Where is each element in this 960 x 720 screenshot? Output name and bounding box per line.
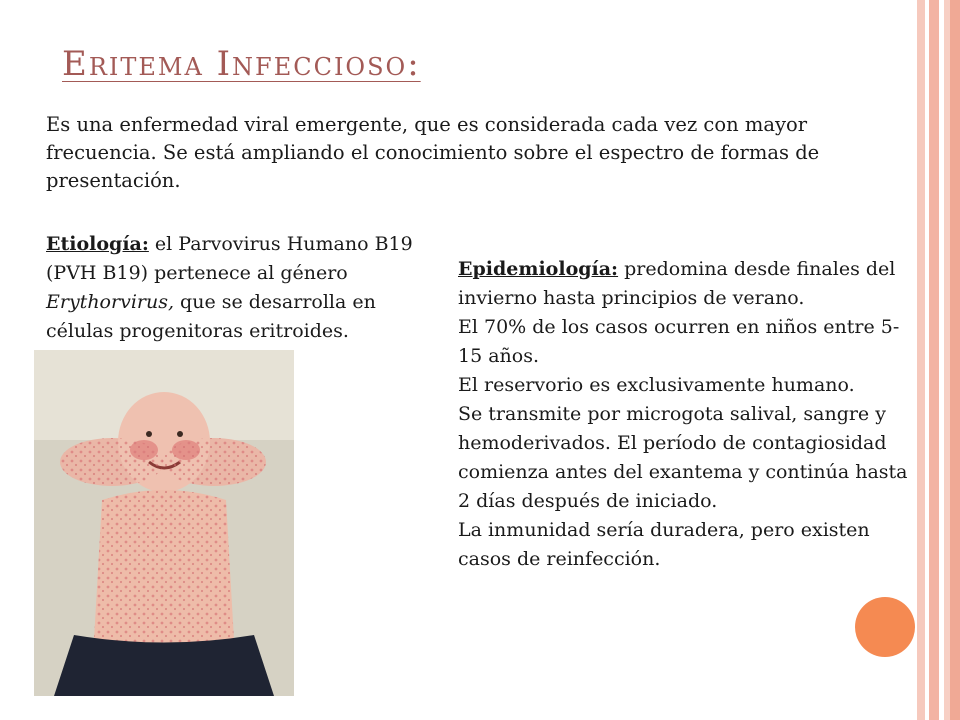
child-illustration <box>34 350 294 696</box>
epidemiology-paragraph: El 70% de los casos ocurren en niños entre 5-15 años. <box>458 316 900 367</box>
intro-paragraph: Es una enfermedad viral emergente, que es considerada cada vez con mayor frecuencia. Se está ampliando el conocimiento sobre el espectro de formas de presentación. <box>46 113 820 192</box>
epidemiology-text: predomina desde finales del invierno hasta principios de verano. <box>458 258 896 309</box>
child-rash-photo <box>34 350 294 696</box>
epidemiology-block <box>458 255 908 574</box>
decorative-stripe <box>929 0 939 720</box>
etiology-paragraph <box>46 230 446 346</box>
etiology-genus: Erythorvirus, <box>46 291 174 313</box>
etiology-label: Etiología: <box>46 233 149 255</box>
epidemiology-paragraph: La inmunidad sería duradera, pero existen casos de reinfección. <box>458 519 870 570</box>
decorative-stripe <box>950 0 960 720</box>
etiology-text: el Parvovirus Humano B19 (PVH B19) pertenece al género <box>46 233 413 284</box>
decorative-stripe <box>917 0 925 720</box>
epidemiology-paragraph: Se transmite por microgota salival, sangre y hemoderivados. El período de contagiosidad comienza antes del exantema y continúa hasta 2 días después de iniciado. <box>458 403 908 512</box>
etiology-text-end: que se desarrolla en células progenitoras eritroides. <box>46 291 376 342</box>
decorative-circle <box>855 597 915 657</box>
epidemiology-label: Epidemiología: <box>458 258 619 280</box>
slide-title: Eritema Infeccioso: <box>62 44 421 84</box>
epidemiology-paragraph: El reservorio es exclusivamente humano. <box>458 374 855 396</box>
epidemiology-first-line <box>458 255 908 313</box>
